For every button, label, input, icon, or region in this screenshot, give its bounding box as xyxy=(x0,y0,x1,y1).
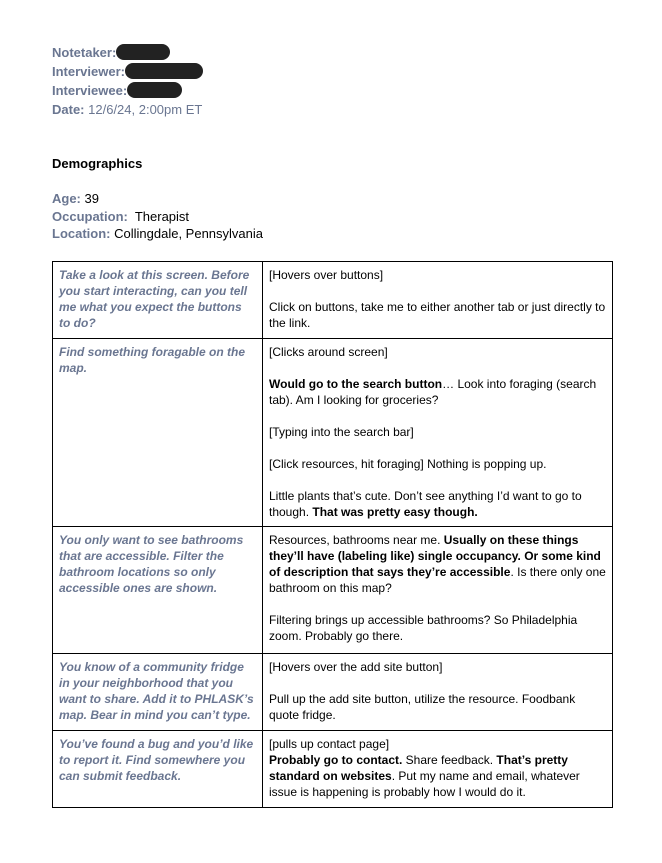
response-paragraph xyxy=(269,472,606,488)
response-paragraph xyxy=(269,376,606,408)
response-paragraph xyxy=(269,440,606,456)
notetaker-line xyxy=(52,43,203,62)
task-question: You’ve found a bug and you’d like to report it. Find somewhere you can submit feedback. xyxy=(53,731,263,808)
text: . Is there only one bathroom on this map? xyxy=(269,565,606,595)
bold-text: That was pretty easy though. xyxy=(312,505,478,519)
participant-response xyxy=(263,654,613,731)
task-question: Take a look at this screen. Before you start interacting, can you tell me what you expect the buttons to do? xyxy=(53,262,263,339)
response-paragraph xyxy=(269,691,606,723)
interviewee-label: Interviewee: xyxy=(52,83,128,98)
table-row xyxy=(53,262,613,339)
response-paragraph xyxy=(269,532,606,596)
task-question: You only want to see bathrooms that are accessible. Filter the bathroom locations so only accessible ones are shown. xyxy=(53,527,263,654)
text: . Put my name and email, whatever issue is happening is probably how I would do it. xyxy=(269,769,580,799)
response-paragraph xyxy=(269,344,606,360)
text: [Typing into the search bar] xyxy=(269,425,414,439)
bold-text: Usually on these things they’ll have (labeling like) single occupancy. Or some kind of description that says they’re accessible xyxy=(269,533,601,579)
response-paragraph xyxy=(269,488,606,520)
text: Resources, bathrooms near me. xyxy=(269,533,444,547)
response-paragraph xyxy=(269,612,606,644)
occupation-label: Occupation: xyxy=(52,208,128,224)
occupation-value: Therapist xyxy=(134,208,190,224)
redacted-name xyxy=(125,63,203,79)
table-row xyxy=(53,654,613,731)
task-question: You know of a community fridge in your neighborhood that you want to share. Add it to PHLASK’s map. Bear in mind you can’t type. xyxy=(53,654,263,731)
interview-table xyxy=(52,261,613,808)
text: Filtering brings up accessible bathrooms? So Philadelphia zoom. Probably go there. xyxy=(269,613,578,643)
text: Share feedback. xyxy=(402,753,497,767)
response-paragraph xyxy=(269,408,606,424)
date-label: Date: xyxy=(52,102,85,117)
header-info xyxy=(52,43,203,119)
bold-text: Would go to the search button xyxy=(269,377,443,391)
bold-text: That’s pretty standard on websites xyxy=(269,753,568,783)
table-row xyxy=(53,731,613,808)
table-row xyxy=(53,339,613,527)
date-value: 12/6/24, 2:00pm ET xyxy=(88,102,203,117)
participant-response xyxy=(263,262,613,339)
response-paragraph xyxy=(269,424,606,440)
response-paragraph xyxy=(269,659,606,675)
participant-response xyxy=(263,731,613,808)
response-paragraph xyxy=(269,267,606,283)
table-row xyxy=(53,527,613,654)
age-value: 39 xyxy=(84,191,99,206)
text: [Hovers over the add site button] xyxy=(269,660,443,674)
age-label: Age: xyxy=(52,191,81,206)
interviewer-label: Interviewer: xyxy=(52,64,125,79)
redacted-name xyxy=(116,44,170,60)
demographics-info xyxy=(52,190,263,243)
text: … Look into foraging (search tab). Am I looking for groceries? xyxy=(269,377,597,407)
response-paragraph xyxy=(269,299,606,331)
text: Pull up the add site button, utilize the resource. Foodbank quote fridge. xyxy=(269,692,576,722)
text: [Clicks around screen] xyxy=(269,345,388,359)
response-paragraph xyxy=(269,456,606,472)
task-question: Find something foragable on the map. xyxy=(53,339,263,527)
text: [Click resources, hit foraging] Nothing is popping up. xyxy=(269,457,547,471)
response-paragraph xyxy=(269,596,606,612)
text: [pulls up contact page] xyxy=(269,737,390,751)
participant-response xyxy=(263,527,613,654)
response-paragraph xyxy=(269,752,606,800)
location-label: Location: xyxy=(52,226,111,241)
date-line xyxy=(52,100,203,119)
notetaker-label: Notetaker: xyxy=(52,45,117,60)
response-paragraph xyxy=(269,736,606,752)
demographics-heading: Demographics xyxy=(52,156,143,171)
bold-text: Probably go to contact. xyxy=(269,753,403,767)
participant-response xyxy=(263,339,613,527)
response-paragraph xyxy=(269,360,606,376)
interviewer-line xyxy=(52,62,203,81)
response-paragraph xyxy=(269,675,606,691)
text: Little plants that’s cute. Don’t see anything I’d want to go to though. xyxy=(269,489,582,519)
response-paragraph xyxy=(269,283,606,299)
interviewee-line xyxy=(52,81,203,100)
redacted-name xyxy=(127,82,182,98)
text: [Hovers over buttons] xyxy=(269,268,384,282)
location-value: Collingdale, Pennsylvania xyxy=(114,226,263,241)
text: Click on buttons, take me to either another tab or just directly to the link. xyxy=(269,300,606,330)
